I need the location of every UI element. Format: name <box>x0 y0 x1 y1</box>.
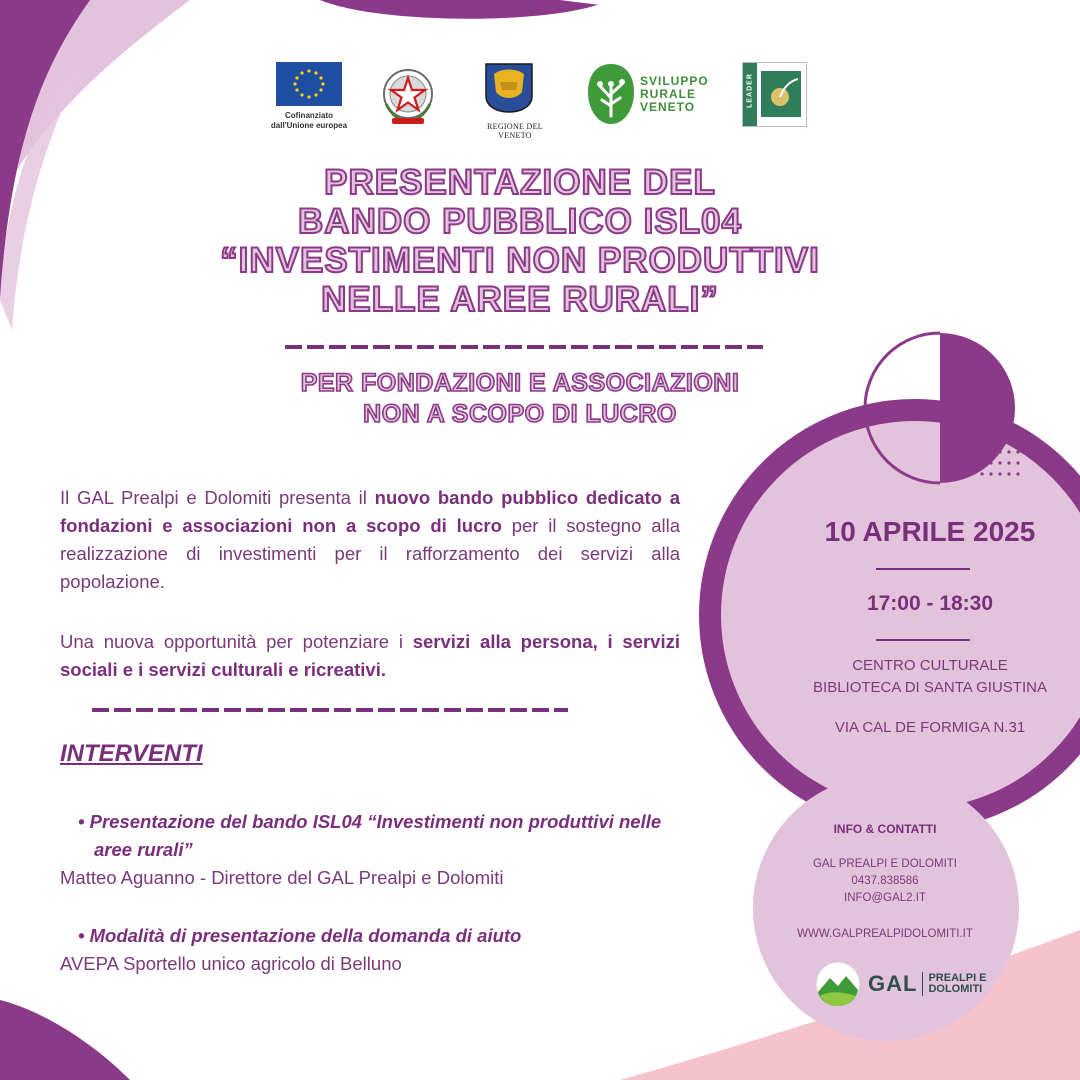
event-divider <box>876 568 970 570</box>
leader-logo <box>742 62 807 127</box>
star-emblem-icon <box>378 64 438 128</box>
gal-logo <box>814 960 987 1008</box>
regione-veneto-caption: REGIONE DEL VENETO <box>487 122 543 140</box>
event-divider <box>876 639 970 641</box>
intro-p1-b: per il sostegno alla realizzazione di investimenti per il rafforzamento dei servizi alla popolazione. <box>60 515 680 592</box>
svr-line1: SVILUPPO <box>640 73 709 88</box>
svr-line2: RURALE <box>640 86 696 101</box>
contacts-name: GAL PREALPI E DOLOMITI <box>812 858 957 870</box>
event-venue-line1: CENTRO CULTURALE <box>852 657 1008 674</box>
event-venue-line2: BIBLIOTECA DI SANTA GIUSTINA <box>813 679 1047 696</box>
svr-line3: VENETO <box>640 99 696 114</box>
title-line4: NELLE AREE RURALI” <box>321 280 719 319</box>
eu-caption-line2: dall'Unione europea <box>270 121 348 130</box>
intro-p1-a: Il GAL Prealpi e Dolomiti presenta il <box>60 487 375 508</box>
title-line3: “INVESTIMENTI NON PRODUTTIVI <box>220 241 820 280</box>
title-line2: BANDO PUBBLICO ISL04 <box>298 202 742 241</box>
tree-icon <box>586 62 636 126</box>
sviluppo-rurale-veneto-logo <box>586 62 709 126</box>
event-time: 17:00 - 18:30 <box>866 592 994 615</box>
intervento-item: • Modalità di presentazione della domanda di aiuto AVEPA Sportello unico agricolo di Belluno <box>60 922 700 978</box>
intervento-speaker: Matteo Aguanno - Direttore del GAL Prealpi e Dolomiti <box>60 867 504 888</box>
intro-p2-bold: servizi alla persona, i servizi sociali e i servizi culturali e ricreativi. <box>60 631 680 680</box>
intervento-item: • Presentazione del bando ISL04 “Investimenti non produttivi nelle aree rurali” Matteo Aguanno - Direttore del GAL Prealpi e Dolomiti <box>60 808 700 892</box>
eu-logo <box>270 62 349 131</box>
leader-label: LEADER <box>746 73 754 108</box>
interventi-heading: INTERVENTI <box>60 740 203 767</box>
intro-divider <box>92 708 568 712</box>
page-title <box>150 163 890 319</box>
lion-crest-icon <box>482 62 548 114</box>
eu-flag-icon <box>276 62 342 106</box>
contacts-website[interactable]: WWW.GALPREALPIDOLOMITI.IT <box>797 928 973 940</box>
event-venue <box>790 655 1070 699</box>
contacts-heading: INFO & CONTATTI <box>833 822 937 836</box>
event-date: 10 APRILE 2025 <box>824 516 1036 547</box>
title-divider <box>285 345 763 349</box>
gal-logo-sub1: PREALPI E <box>928 972 987 984</box>
contacts-email[interactable]: INFO@GAL2.IT <box>844 892 926 904</box>
event-address: VIA CAL DE FORMIGA N.31 <box>834 719 1026 736</box>
page-subtitle <box>230 368 810 430</box>
intro-p1-bold: nuovo bando pubblico dedicato a fondazioni e associazioni non a scopo di lucro <box>60 487 680 536</box>
intro-paragraph-2 <box>60 628 680 684</box>
intervento-speaker: AVEPA Sportello unico agricolo di Belluno <box>60 953 402 974</box>
intro-p2-a: Una nuova opportunità per potenziare i <box>60 631 413 652</box>
mountain-globe-icon <box>814 960 862 1008</box>
subtitle-line2: NON A SCOPO DI LUCRO <box>363 400 677 428</box>
gal-logo-sub2: DOLOMITI <box>928 983 983 995</box>
contacts-phone: 0437.838586 <box>851 875 919 887</box>
regione-veneto-logo <box>470 62 560 140</box>
italian-republic-emblem <box>378 64 438 133</box>
eu-caption-line1: Cofinanziato <box>285 111 333 120</box>
title-line1: PRESENTAZIONE DEL <box>324 163 716 202</box>
gal-logo-word: GAL <box>868 971 918 996</box>
intervento-title: Presentazione del bando ISL04 “Investimenti non produttivi nelle aree rurali” <box>89 811 662 860</box>
intro-paragraph-1 <box>60 484 680 596</box>
leader-sprout-icon <box>758 65 806 123</box>
intervento-title: Modalità di presentazione della domanda di aiuto <box>89 925 522 946</box>
subtitle-line1: PER FONDAZIONI E ASSOCIAZIONI <box>300 369 740 397</box>
